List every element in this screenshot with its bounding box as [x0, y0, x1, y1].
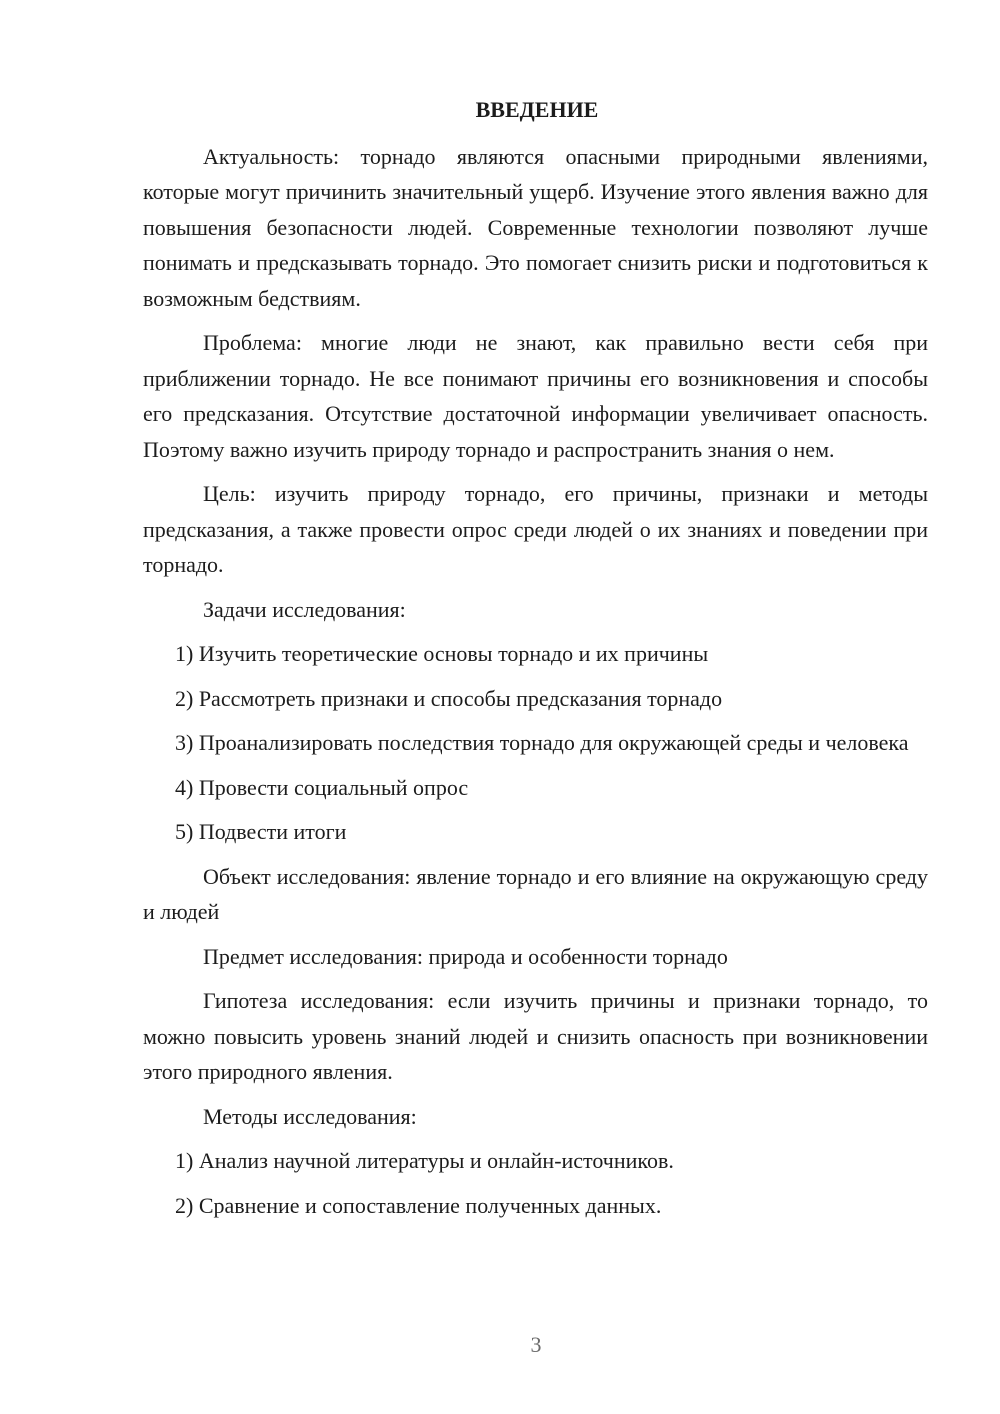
task-item: 2) Рассмотреть признаки и способы предсказания торнадо [175, 685, 723, 711]
method-item: 2) Сравнение и сопоставление полученных данных. [175, 1192, 662, 1218]
methods-heading: Методы исследования: [203, 1103, 417, 1129]
problem-paragraph: Проблема: многие люди не знают, как правильно вести себя при приближении торнадо. Не все понимают причины его возникновения и способы его предсказания. Отсутствие достаточной информации увеличивает опасность. Поэтому важно изучить природу торнадо и распространить знания о нем. [143, 330, 928, 462]
document-page [143, 92, 928, 1232]
subject-paragraph: Предмет исследования: природа и особенности торнадо [203, 943, 728, 969]
task-item: 1) Изучить теоретические основы торнадо и их причины [175, 641, 709, 666]
page-number: 3 [530, 1332, 542, 1357]
section-title: ВВЕДЕНИЕ [475, 97, 599, 122]
tasks-heading: Задачи исследования: [203, 596, 406, 622]
method-item: 1) Анализ научной литературы и онлайн-источников. [175, 1148, 674, 1173]
task-item: 5) Подвести итоги [175, 819, 347, 844]
object-paragraph: Объект исследования: явление торнадо и его влияние на окружающую среду и людей [143, 863, 928, 924]
task-item: 3) Проанализировать последствия торнадо для окружающей среды и человека [175, 730, 909, 755]
relevance-paragraph: Актуальность: торнадо являются опасными природными явлениями, которые могут причинить значительный ущерб. Изучение этого явления важно для повышения безопасности людей. Современные технологии позволяют лучше понимать и предсказывать торнадо. Это помогает снизить риски и подготовиться к возможным бедствиям. [143, 143, 928, 311]
hypothesis-paragraph: Гипотеза исследования: если изучить причины и признаки торнадо, то можно повысить уровень знаний людей и снизить опасность при возникновении этого природного явления. [143, 988, 928, 1084]
goal-paragraph: Цель: изучить природу торнадо, его причины, признаки и методы предсказания, а также провести опрос среди людей о их знаниях и поведении при торнадо. [143, 481, 928, 577]
task-item: 4) Провести социальный опрос [175, 774, 469, 800]
